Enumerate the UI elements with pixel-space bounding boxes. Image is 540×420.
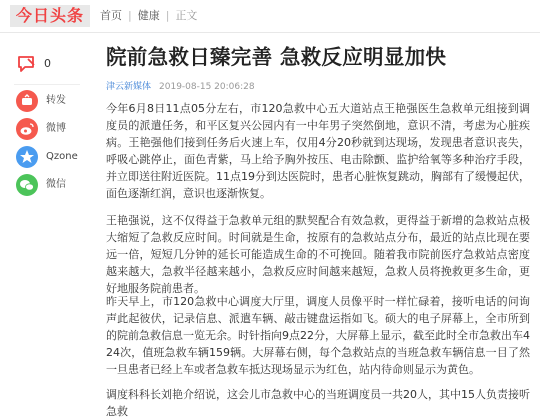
breadcrumb-current: 正文	[175, 9, 198, 22]
sidebar-divider	[14, 84, 80, 85]
share-wechat[interactable]	[14, 174, 80, 196]
share-weibo-label: 微博	[46, 123, 66, 134]
share-qzone[interactable]	[14, 146, 80, 168]
breadcrumb-health[interactable]: 健康	[137, 9, 160, 22]
article-source[interactable]: 津云新媒体	[106, 82, 152, 92]
article-datetime: 2019-08-15 20:06:28	[159, 82, 255, 92]
article-title: 院前急救日臻完善 急救反应明显加快	[106, 45, 447, 69]
share-qzone-label: Qzone	[46, 151, 78, 162]
comment-icon	[16, 54, 38, 76]
article-meta	[106, 79, 255, 92]
breadcrumb	[100, 8, 197, 24]
repost-icon	[16, 90, 38, 112]
site-logo[interactable]: 今日头条	[10, 5, 90, 27]
share-repost[interactable]	[14, 90, 80, 112]
breadcrumb-home[interactable]: 首页	[100, 9, 122, 22]
article-paragraph: 今年6月8日11点05分左右，市120急救中心五大道站点王艳强医生急救单元组接到调度员的派遣任务，和平区复兴公园内有一中年男子突然倒地，意识不清，考虑为心脏疾病。王艳强他们接到任务后火速上车，仅用4分20秒就到达现场，发现患者意识丧失，呼吸心跳停止，面色青紫，马上给予胸外按压、电击除颤、监护给氧等多种治疗手段，并立即送往附近医院。11点19分到达医院时，患者心脏恢复跳动，胸部有了缓慢起伏，面色逐渐红润，意识也逐渐恢复。	[106, 102, 530, 200]
weibo-icon	[16, 118, 38, 140]
article-paragraph: 昨天早上，市120急救中心调度大厅里，调度人员像平时一样忙碌着，接听电话的问询声此起彼伏，记录信息、派遣车辆、敲击键盘运指如飞。硕大的电子屏幕上，全市所到的院前急救信息一览无余。时针指向9点22分，大屏幕上显示，截至此时全市急救出车424次，值班急救车辆159辆。大屏幕右侧，每个急救站点的当班急救车辆信息一目了然一旦患者已经上车或者急救车抵达现场显示为红色，站内待命则显示为黄色。	[106, 295, 530, 376]
breadcrumb-separator: |	[165, 9, 170, 22]
wechat-icon	[16, 174, 38, 196]
breadcrumb-separator: |	[128, 9, 132, 22]
share-wechat-label: 微信	[46, 179, 66, 190]
comment-count: 0	[44, 57, 51, 70]
share-weibo[interactable]	[14, 118, 80, 140]
article-paragraph: 调度科科长刘艳介绍说，这会儿市急救中心的当班调度员一共20人，其中15人负责接听急救	[106, 388, 530, 418]
qzone-icon	[16, 146, 38, 168]
top-bar	[0, 0, 540, 33]
share-repost-label: 转发	[46, 95, 66, 106]
comment-button[interactable]	[14, 54, 80, 76]
article-paragraph: 王艳强说，这不仅得益于急救单元组的默契配合有效急救，更得益于新增的急救站点极大缩短了急救反应时间。时间就是生命，按原有的急救站点分布，最近的站点比现在要远一倍，短短几分钟的延长可能造成生命的不可挽回。随着我市院前医疗急救站点密度越来越大，急救半径越来越小，急救反应时间越来越短，急救人员将挽救更多生命，更好地服务院前患者。	[106, 214, 530, 295]
